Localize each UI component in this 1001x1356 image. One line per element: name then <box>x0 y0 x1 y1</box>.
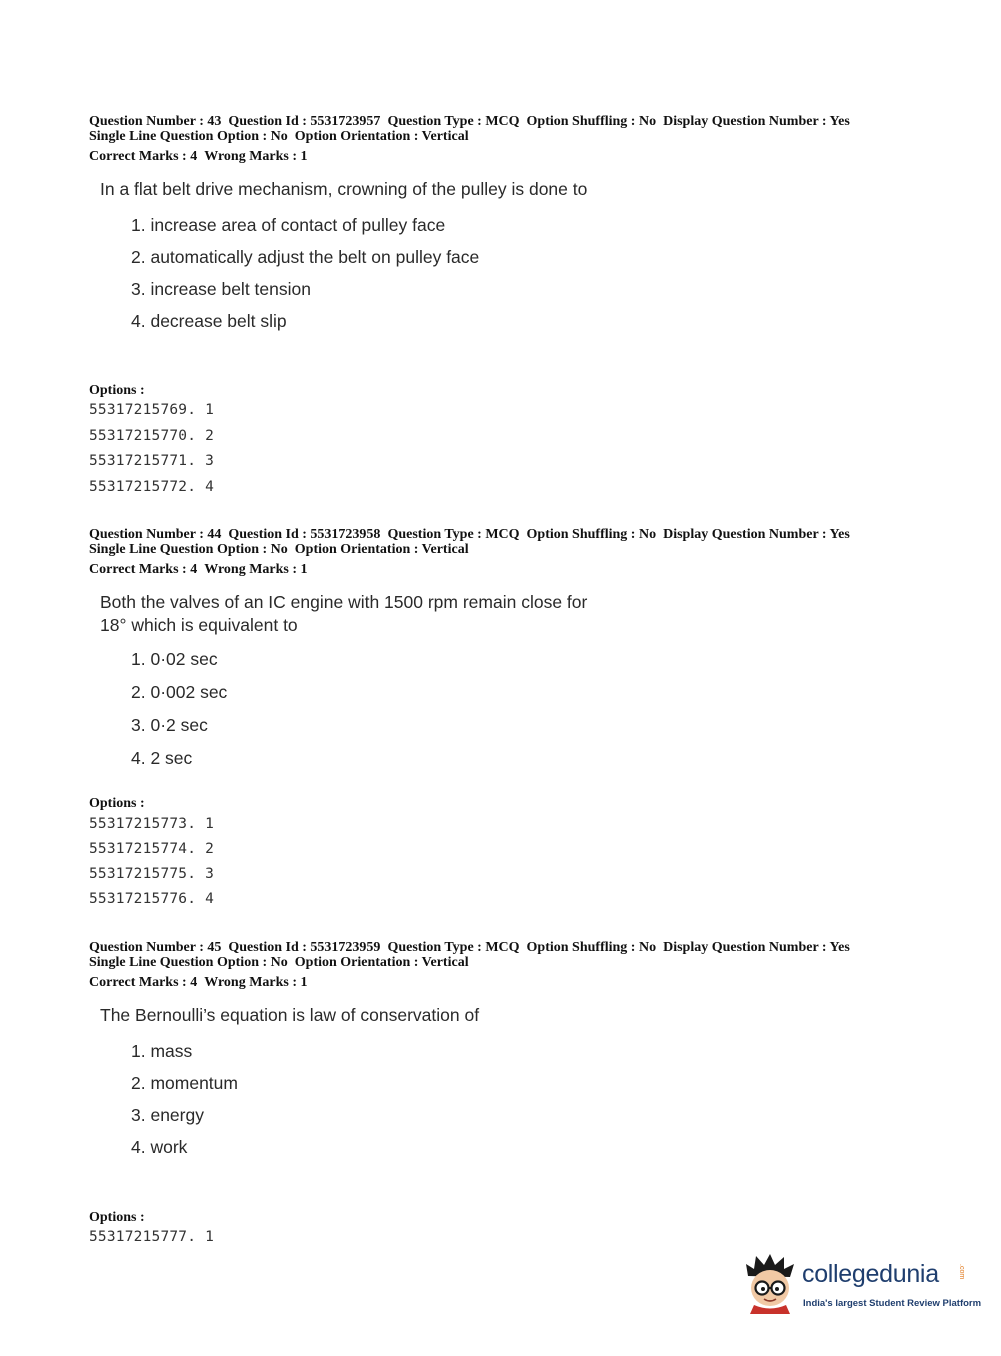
choice-item: 1. mass <box>131 1041 193 1061</box>
marks-line <box>89 149 969 164</box>
question-text: The Bernoulli’s equation is law of conservation of <box>100 1005 480 1025</box>
wrong-marks: Wrong Marks : 1 <box>204 562 308 577</box>
choice-item: 2. momentum <box>131 1073 238 1093</box>
correct-marks: Correct Marks : 4 <box>89 562 198 577</box>
question-number: Question Number : 43 <box>89 114 222 129</box>
correct-marks: Correct Marks : 4 <box>89 975 198 990</box>
question-block-45 <box>89 940 969 1163</box>
question-id: Question Id : 5531723959 <box>228 940 381 955</box>
mascot-icon <box>740 1250 804 1314</box>
choice-item: 3. 0·2 sec <box>131 715 208 735</box>
choice-item: 2. 0·002 sec <box>131 682 228 702</box>
choice-item: 3. increase belt tension <box>131 279 311 299</box>
options-heading: Options : <box>89 1210 145 1225</box>
option-id: 55317215769. 1 <box>89 402 215 418</box>
option-id: 55317215770. 2 <box>89 427 215 444</box>
question-meta-line2 <box>89 129 969 144</box>
display-question-number: Display Question Number : Yes <box>663 940 850 955</box>
logo-com-text: .com <box>958 1264 965 1280</box>
logo-tagline: India's largest Student Review Platform <box>803 1298 982 1309</box>
choice-item: 3. energy <box>131 1105 204 1125</box>
wrong-marks: Wrong Marks : 1 <box>204 149 308 164</box>
display-question-number: Display Question Number : Yes <box>663 114 850 129</box>
question-meta-line2 <box>89 955 969 970</box>
option-id-list <box>89 1225 214 1251</box>
option-id: 55317215773. 1 <box>89 816 215 832</box>
option-id: 55317215771. 3 <box>89 453 215 469</box>
choice-list <box>131 1035 969 1163</box>
collegedunia-logo <box>740 1250 980 1320</box>
choice-list <box>131 209 969 337</box>
question-text-line: Both the valves of an IC engine with 1500 rpm remain close for <box>100 592 588 612</box>
choice-item: 1. increase area of contact of pulley face <box>131 215 446 235</box>
logo-brand-text: collegedunia <box>802 1260 939 1288</box>
options-heading: Options : <box>89 383 145 398</box>
question-id: Question Id : 5531723957 <box>228 114 381 129</box>
question-block-43 <box>89 114 969 337</box>
question-block-44 <box>89 527 969 775</box>
correct-marks: Correct Marks : 4 <box>89 149 198 164</box>
single-line-question-option: Single Line Question Option : No <box>89 129 288 144</box>
option-shuffling: Option Shuffling : No <box>526 940 657 955</box>
question-type: Question Type : MCQ <box>387 114 520 129</box>
options-heading: Options : <box>89 796 145 811</box>
marks-line <box>89 562 969 577</box>
option-id-list <box>89 398 214 500</box>
question-number: Question Number : 45 <box>89 940 222 955</box>
option-id: 55317215772. 4 <box>89 478 215 495</box>
option-id: 55317215777. 1 <box>89 1229 215 1245</box>
question-meta-line2 <box>89 542 969 557</box>
question-number: Question Number : 44 <box>89 527 222 542</box>
choice-item: 4. work <box>131 1137 188 1157</box>
option-orientation: Option Orientation : Vertical <box>294 129 469 144</box>
choice-item: 4. decrease belt slip <box>131 311 287 331</box>
question-id: Question Id : 5531723958 <box>228 527 381 542</box>
question-text: In a flat belt drive mechanism, crowning of the pulley is done to <box>100 179 588 199</box>
option-id: 55317215775. 3 <box>89 866 215 882</box>
option-id: 55317215774. 2 <box>89 841 215 857</box>
question-text <box>100 591 969 637</box>
option-shuffling: Option Shuffling : No <box>526 114 657 129</box>
choice-item: 1. 0·02 sec <box>131 649 218 669</box>
question-text-line: 18° which is equivalent to <box>100 615 298 635</box>
option-id: 55317215776. 4 <box>89 891 215 907</box>
option-orientation: Option Orientation : Vertical <box>294 955 469 970</box>
choice-item: 2. automatically adjust the belt on pulley face <box>131 247 480 267</box>
option-orientation: Option Orientation : Vertical <box>294 542 469 557</box>
single-line-question-option: Single Line Question Option : No <box>89 955 288 970</box>
choice-item: 4. 2 sec <box>131 748 193 768</box>
question-meta-line1 <box>89 940 969 955</box>
marks-line <box>89 975 969 990</box>
option-id-list <box>89 812 214 912</box>
wrong-marks: Wrong Marks : 1 <box>204 975 308 990</box>
display-question-number: Display Question Number : Yes <box>663 527 850 542</box>
choice-list <box>131 643 969 775</box>
option-shuffling: Option Shuffling : No <box>526 527 657 542</box>
question-meta-line1 <box>89 114 969 129</box>
question-meta-line1 <box>89 527 969 542</box>
single-line-question-option: Single Line Question Option : No <box>89 542 288 557</box>
question-type: Question Type : MCQ <box>387 527 520 542</box>
question-type: Question Type : MCQ <box>387 940 520 955</box>
